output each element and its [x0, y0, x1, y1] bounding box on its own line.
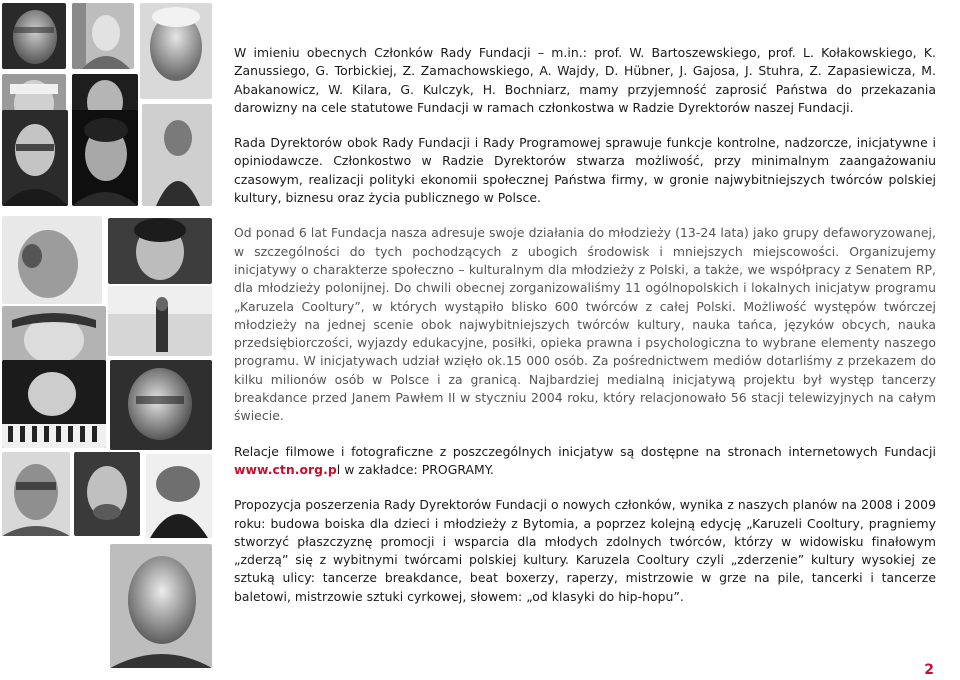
paragraph-board-role: Rada Dyrektorów obok Rady Fundacji i Rady Programowej sprawuje funkcje kontrolne, nadzorcze, inicjatywne i opiniodawcze. Członkostwo w Radzie Dyrektorów stwarza możliwość, przy minimalnym zaangażowaniu czasowym, realizacji polityki ekonomii społecznej Państwa firmy, w gronie najwybitniejszych twórców polskiej kultury, biznesu oraz życia publicznego w Polsce. — [234, 135, 936, 206]
portrait-photo — [2, 110, 68, 206]
portrait-photo — [142, 104, 212, 206]
relations-text-end: l w zakładce: PROGRAMY. — [336, 461, 494, 477]
portrait-photo — [110, 544, 212, 668]
letter-body — [234, 44, 936, 623]
portrait-photo — [72, 3, 134, 69]
paragraph-activities: Od ponad 6 lat Fundacja nasza adresuje swoje działania do młodzieży (13-24 lata) jako grupy defaworyzowanej, w szczególności do tych pochodzących z ubogich środowisk i mniejszych miejscowości. Organizujemy inicjatywy o charakterze społeczno – kulturalnym dla młodzieży z Polski, a także, we współpracy z Senatem RP, dla młodzieży polonijnej. Do chwili obecnej zorganizowaliśmy 11 ogólnopolskich i lokalnych inicjatyw programu „Karuzela Cooltury”, w których wystąpiło blisko 600 twórców z całej Polski. Możliwość występów twórczej młodzieży na jednej scenie obok najwybitniejszych twórców kultury, nauka tańca, języków obcych, nauka przedsiębiorczości, wyjazdy edukacyjne, posiłki, opieka prawna i psychologiczna to wybrane elementy naszego programu. W inicjatywach udział wzięło ok.15 000 osób. Za pośrednictwem mediów dotarliśmy z przekazem do kilku milionów osób w Polsce i za granicą. Najbardziej medialną inicjatywą projektu był występ tancerzy breakdance przed Janem Pawłem II w styczniu 2004 roku, który relacjonowało 56 stacji telewizyjnych na całym świecie. — [234, 225, 936, 424]
portrait-photo — [2, 452, 70, 536]
portrait-photo — [2, 306, 106, 364]
page-number: 2 — [924, 662, 934, 678]
paragraph-relations — [234, 443, 936, 480]
portrait-photo — [72, 110, 138, 206]
portrait-photo — [146, 454, 212, 538]
portrait-photo — [74, 452, 140, 536]
portrait-photo — [108, 286, 212, 356]
portrait-photo — [2, 3, 66, 69]
portrait-photo — [2, 216, 102, 304]
paragraph-intro: W imieniu obecnych Członków Rady Fundacji – m.in.: prof. W. Bartoszewskiego, prof. L. Kołakowskiego, K. Zanussiego, G. Torbickiej, Z. Zamachowskiego, A. Wajdy, D. Hübner, J. Gajosa, J. Stuhra, Z. Zapasiewicza, M. Abakanowicz, W. Kilara, G. Kulczyk, H. Bochniarz, mamy przyjemność zaprosić Państwa do przekazania darowizny na cele statutowe Fundacji w ramach członkostwa w Radzie Dyrektorów naszej Fundacji. — [234, 45, 936, 115]
portrait-collage — [0, 0, 215, 680]
portrait-photo — [2, 360, 106, 448]
portrait-photo — [140, 3, 212, 99]
portrait-photo — [108, 218, 212, 284]
paragraph-proposal: Propozycja poszerzenia Rady Dyrektorów Fundacji o nowych członków, wynika z naszych planów na 2008 i 2009 roku: budowa boiska dla dzieci i młodzieży z Bytomia, a poprzez kolejną edycję „Karuzeli Cooltury, pragniemy stworzyć płaszczyznę promocji i wsparcia dla młodych zdolnych twórców, którzy w widowisku finałowym „zderzą” się z wybitnymi twórcami polskiej kultury. Karuzela Cooltury czyli „zderzenie” kultury wysokiej ze sztuką ulicy: tancerze breakdance, beat boxerzy, raperzy, mistrzowie w grze na pile, tancerki i tancerze baletowi, mistrzowie sztuki cyrkowej, słowem: „od klasyki do hip-hopu”. — [234, 497, 936, 604]
portrait-photo — [110, 360, 212, 450]
website-link[interactable]: www.ctn.org.p — [234, 461, 337, 477]
relations-text: Relacje filmowe i fotograficzne z poszczególnych inicjatyw są dostępne na stronach internetowych Fundacji — [234, 443, 936, 459]
